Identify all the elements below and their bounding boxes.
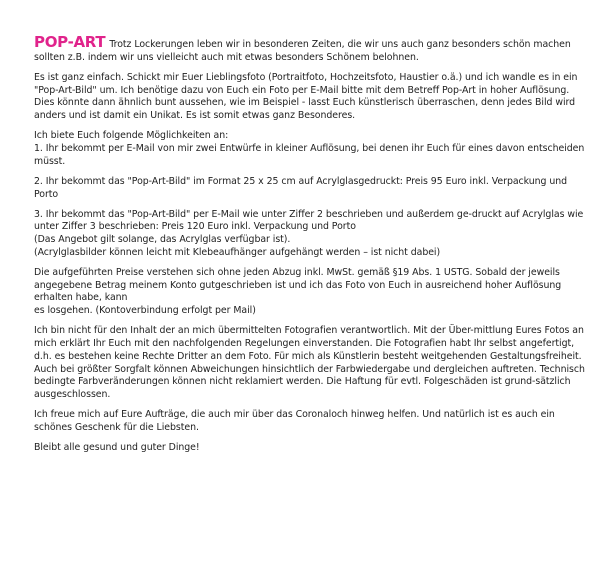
option-3: 3. Ihr bekommt das "Pop-Art-Bild" per E-Mail wie unter Ziffer 2 beschrieben und außerdem ge-druckt auf Acrylglas wie unter Ziffer 3 beschrieben: Preis 120 Euro inkl. Verpackung und Porto	[34, 208, 584, 233]
prices-paragraph-end: es losgehen. (Kontoverbindung erfolgt per Mail)	[34, 305, 256, 317]
option-3-note-availability: (Das Angebot gilt solange, das Acrylglas verfügbar ist).	[34, 234, 291, 246]
prices-paragraph: Die aufgeführten Preise verstehen sich ohne jeden Abzug inkl. MwSt. gemäß §19 Abs. 1 USTG. Sobald der jeweils angegebene Betrag meinem Konto gutgeschrieben ist und ich das Foto von Euch in ausreichend hoher Auflösung erhalten habe, kann	[34, 266, 562, 304]
intro-text: Trotz Lockerungen leben wir in besonderen Zeiten, die wir uns auch ganz besonders schön machen sollten z.B. indem wir uns vielleicht auch mit etwas besonders Schönem belohnen.	[34, 39, 571, 63]
option-3-note-hanging: (Acrylglasbilder können leicht mit Klebeaufhänger aufgehängt werden – ist nicht dabei)	[34, 246, 441, 258]
document	[34, 33, 586, 462]
liability-paragraph: Ich bin nicht für den Inhalt der an mich übermittelten Fotografien verantwortlich. Mit der Über-mittlung Eures Fotos an mich erklärt Ihr Euch mit den nachfolgenden Regelungen einverstanden. Die Fotografien habt Ihr selbst angefertigt, d.h. es bestehen keine Rechte Dritter an dem Foto. Für mich als Künstlerin besteht weitgehenden Gestaltungsfreiheit. Auch bei größter Sorgfalt können Abweichungen hinsichtlich der Farbwiedergabe und dergleichen auftreten. Technisch bedingte Farbveränderungen können nicht reklamiert werden. Die Haftung für evtl. Folgeschäden ist grund-sätzlich ausgeschlossen.	[34, 325, 585, 401]
closing-paragraph: Ich freue mich auf Eure Aufträge, die auch mir über das Coronaloch hinweg helfen. Und natürlich ist es auch ein schönes Geschenk für die Liebsten.	[34, 409, 555, 434]
page-title: POP-ART	[34, 33, 106, 51]
options-heading: Ich biete Euch folgende Möglichkeiten an:	[34, 130, 229, 142]
option-2: 2. Ihr bekommt das "Pop-Art-Bild" im Format 25 x 25 cm auf Acrylglasgedruckt: Preis 95 Euro inkl. Verpackung und Porto	[34, 175, 568, 200]
farewell-line: Bleibt alle gesund und guter Dinge!	[34, 442, 200, 454]
option-1: 1. Ihr bekommt per E-Mail von mir zwei Entwürfe in kleiner Auflösung, bei denen ihr Euch für eines davon entscheiden müsst.	[34, 142, 585, 167]
intro-paragraph	[34, 33, 586, 65]
how-it-works-paragraph: Es ist ganz einfach. Schickt mir Euer Lieblingsfoto (Portraitfoto, Hochzeitsfoto, Haustier o.ä.) und ich wandle es in ein "Pop-Art-Bild" um. Ich benötige dazu von Euch ein Foto per E-Mail bitte mit dem Betreff Pop-Art in hoher Auflösung. Dies könnte dann ähnlich bunt aussehen, wie im Beispiel - lasst Euch künstlerisch überraschen, denn jedes Bild wird anders und ist damit ein Unikat. Es ist somit etwas ganz Besonderes.	[34, 71, 578, 122]
